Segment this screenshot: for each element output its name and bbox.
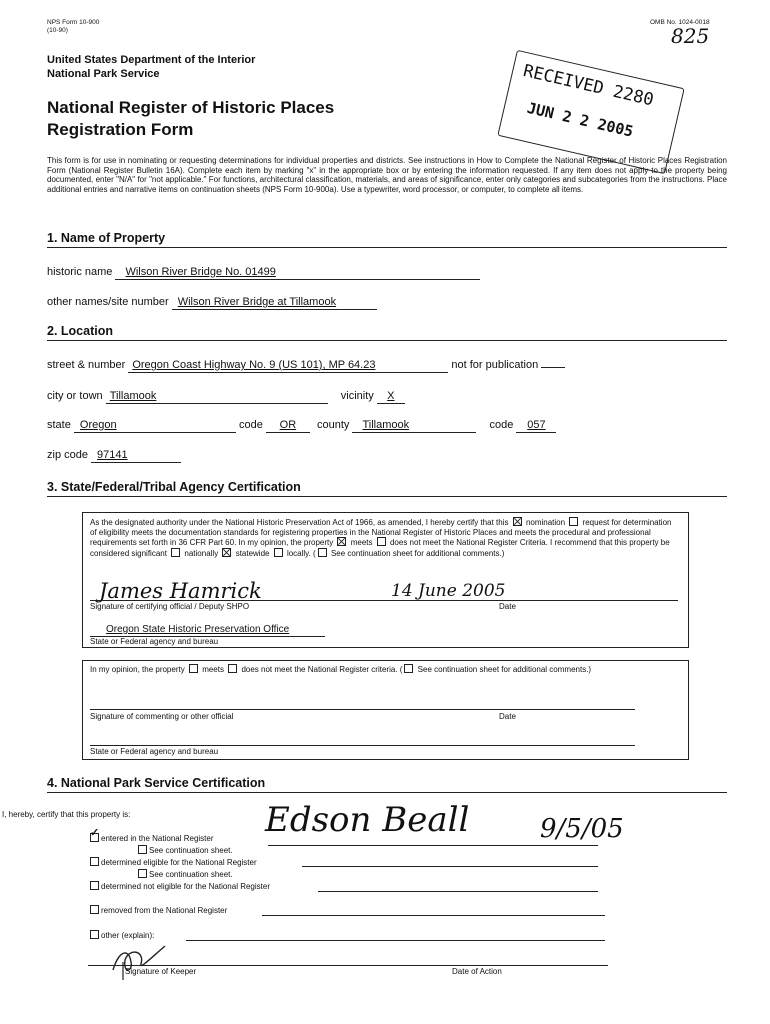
opinion-text-1: In my opinion, the property bbox=[90, 665, 185, 674]
option-entered-continuation bbox=[136, 845, 233, 856]
city-label: city or town bbox=[47, 390, 103, 402]
agency-value: Oregon State Historic Preservation Office bbox=[106, 624, 290, 635]
section1-rule bbox=[47, 247, 727, 248]
state-field bbox=[47, 418, 556, 433]
nomination-checkbox[interactable] bbox=[513, 517, 522, 526]
keeper-signature-label: Signature of Keeper bbox=[125, 967, 197, 976]
nps-cert-intro: I, hereby, certify that this property is: bbox=[2, 810, 131, 819]
opinion-meets-checkbox[interactable] bbox=[189, 664, 198, 673]
form-title-line1: National Register of Historic Places bbox=[47, 98, 335, 117]
form-instructions: This form is for use in nominating or requesting determinations for individual properties and districts. See instructions in How to Complete the National Register of Historic Places Registration Form (National Register Bulletin 16A). Complete each item by marking "x" in the appropriate box or by entering the information requested. If any item does not apply to the property being documented, enter "N/A" for "not applicable." For functions, architectural classification, materials, and areas of significance, enter only categories and subcategories from the instructions. Place additional entries and narrative items on continuation sheets (NPS Form 10-900a). Use a typewriter, word processor, or computer, to complete all items. bbox=[47, 156, 727, 194]
option-other-label: other (explain): bbox=[101, 931, 155, 940]
entered-checkbox[interactable] bbox=[90, 833, 99, 842]
cert-text-3: request for determination of eligibility meets the documentation standards for registering properties in the National Register of Historic Places and meets the procedural and professional requirements set forth in 36 CFR Part 60. In my opinion, the property bbox=[90, 518, 672, 548]
not-eligible-checkbox[interactable] bbox=[90, 881, 99, 890]
cert-text-nationally: nationally bbox=[184, 548, 219, 558]
does-not-meet-checkbox[interactable] bbox=[377, 537, 386, 546]
option-entered bbox=[88, 833, 214, 844]
vicinity-label: vicinity bbox=[340, 390, 374, 402]
form-title-line2: Registration Form bbox=[47, 120, 194, 139]
cert-text-locally: locally. ( bbox=[286, 548, 316, 558]
nationally-checkbox[interactable] bbox=[171, 548, 180, 557]
option-eligible-label: determined eligible for the National Register bbox=[101, 858, 257, 867]
zip-label: zip code bbox=[47, 449, 88, 461]
city-field bbox=[47, 389, 405, 404]
eligible-continuation-checkbox[interactable] bbox=[138, 869, 147, 878]
option-entered-label: entered in the National Register bbox=[101, 834, 214, 843]
department-name: United States Department of the Interior bbox=[47, 54, 256, 66]
other-names-label: other names/site number bbox=[47, 296, 169, 308]
city-value: Tillamook bbox=[109, 390, 157, 402]
street-field bbox=[47, 358, 565, 373]
handwritten-reference-number: 825 bbox=[671, 24, 710, 48]
cert-text-nomination: nomination bbox=[525, 518, 566, 527]
keeper-signature-line bbox=[88, 965, 608, 966]
commenting-signature-line bbox=[90, 709, 635, 710]
opinion-statement bbox=[90, 664, 680, 675]
eligible-line bbox=[302, 866, 598, 867]
option-other bbox=[88, 930, 154, 941]
state-certification-box bbox=[82, 512, 689, 648]
service-name: National Park Service bbox=[47, 68, 160, 80]
commenting-agency-line bbox=[90, 745, 635, 746]
section4-rule bbox=[47, 792, 727, 793]
section3-heading: 3. State/Federal/Tribal Agency Certification bbox=[47, 480, 301, 494]
commenting-official-box bbox=[82, 660, 689, 760]
cert-text-statewide: statewide bbox=[235, 548, 270, 558]
form-number: NPS Form 10-900 bbox=[47, 19, 100, 26]
section2-heading: 2. Location bbox=[47, 324, 113, 338]
eligible-checkbox[interactable] bbox=[90, 857, 99, 866]
section1-heading: 1. Name of Property bbox=[47, 231, 166, 245]
entered-line bbox=[268, 845, 598, 846]
entered-continuation-label: See continuation sheet. bbox=[149, 846, 233, 855]
other-line bbox=[186, 940, 605, 941]
sig-label-text: Signature of certifying official bbox=[90, 602, 193, 611]
opinion-text-3: See continuation sheet for additional comments.) bbox=[417, 665, 592, 674]
sig-title-text: / Deputy SHPO bbox=[194, 602, 250, 611]
zip-field bbox=[47, 448, 181, 463]
statewide-checkbox[interactable] bbox=[222, 548, 231, 557]
option-not-eligible-label: determined not eligible for the National Register bbox=[101, 882, 270, 891]
option-removed bbox=[88, 905, 227, 916]
section4-heading: 4. National Park Service Certification bbox=[47, 776, 266, 790]
option-not-eligible bbox=[88, 881, 270, 892]
cert-text-continuation: See continuation sheet for additional comments.) bbox=[330, 548, 505, 558]
commenting-date-label: Date bbox=[499, 712, 516, 721]
form-date: (10-90) bbox=[47, 27, 68, 34]
certifying-signature-label bbox=[90, 602, 249, 612]
nps-date-handwriting: 9/5/05 bbox=[540, 814, 624, 844]
other-names-field bbox=[47, 295, 377, 310]
street-value: Oregon Coast Highway No. 9 (US 101), MP 64.23 bbox=[132, 359, 376, 371]
agency-label: State or Federal agency and bureau bbox=[90, 637, 219, 646]
removed-checkbox[interactable] bbox=[90, 905, 99, 914]
state-code-label: code bbox=[238, 419, 263, 431]
option-removed-label: removed from the National Register bbox=[101, 906, 228, 915]
commenting-signature-label: Signature of commenting or other official bbox=[90, 712, 234, 721]
cert-text-meets: meets bbox=[350, 538, 373, 548]
entered-continuation-checkbox[interactable] bbox=[138, 845, 147, 854]
not-eligible-line bbox=[318, 891, 598, 892]
certification-date-handwriting: 14 June 2005 bbox=[391, 581, 506, 601]
vicinity-value: X bbox=[387, 390, 395, 402]
certifying-signature-line bbox=[90, 600, 678, 601]
other-checkbox[interactable] bbox=[90, 930, 99, 939]
cert-continuation-checkbox[interactable] bbox=[318, 548, 327, 557]
historic-name-label: historic name bbox=[47, 266, 113, 278]
state-label: state bbox=[47, 419, 71, 431]
keeper-signature-handwriting: Edson Beall bbox=[265, 800, 470, 840]
certifying-official-signature: James Hamrick bbox=[99, 579, 262, 603]
opinion-text-meets: meets bbox=[202, 665, 224, 674]
county-label: county bbox=[316, 419, 350, 431]
meets-checkbox[interactable] bbox=[337, 537, 346, 546]
state-value: Oregon bbox=[79, 419, 117, 431]
opinion-does-not-meet-checkbox[interactable] bbox=[228, 664, 237, 673]
historic-name-value: Wilson River Bridge No. 01499 bbox=[125, 266, 276, 278]
commenting-agency-label: State or Federal agency and bureau bbox=[90, 747, 219, 756]
option-eligible-continuation bbox=[136, 869, 233, 880]
county-value: Tillamook bbox=[362, 419, 410, 431]
locally-checkbox[interactable] bbox=[274, 548, 283, 557]
certification-statement bbox=[90, 517, 680, 558]
section3-rule bbox=[47, 496, 727, 497]
certifying-date-label: Date bbox=[499, 602, 516, 611]
cert-text-4: does not meet the National Register Criteria. I recommend that this property be considered significant bbox=[90, 538, 670, 558]
zip-value: 97141 bbox=[97, 449, 128, 461]
removed-line bbox=[262, 915, 605, 916]
stamp-date-line: JUN 2 2 2005 bbox=[525, 98, 635, 141]
request-checkbox[interactable] bbox=[569, 517, 578, 526]
state-code-value: OR bbox=[279, 419, 297, 431]
date-of-action-label: Date of Action bbox=[452, 967, 502, 976]
street-label: street & number bbox=[47, 359, 126, 371]
stamp-received-line: RECEIVED 2280 bbox=[521, 61, 656, 111]
other-names-value: Wilson River Bridge at Tillamook bbox=[177, 296, 337, 308]
cert-text-1: As the designated authority under the National Historic Preservation Act of 1966, as amended, I hereby certify that this bbox=[90, 518, 509, 527]
opinion-continuation-checkbox[interactable] bbox=[404, 664, 413, 673]
county-code-value: 057 bbox=[527, 419, 546, 431]
omb-number: OMB No. 1024-0018 bbox=[650, 19, 710, 26]
historic-name-field bbox=[47, 265, 480, 280]
not-for-publication-label: not for publication bbox=[451, 359, 539, 371]
eligible-continuation-label: See continuation sheet. bbox=[149, 870, 233, 879]
opinion-text-2: does not meet the National Register criteria. ( bbox=[241, 665, 403, 674]
option-eligible bbox=[88, 857, 257, 868]
section2-rule bbox=[47, 340, 727, 341]
county-code-label: code bbox=[489, 419, 514, 431]
